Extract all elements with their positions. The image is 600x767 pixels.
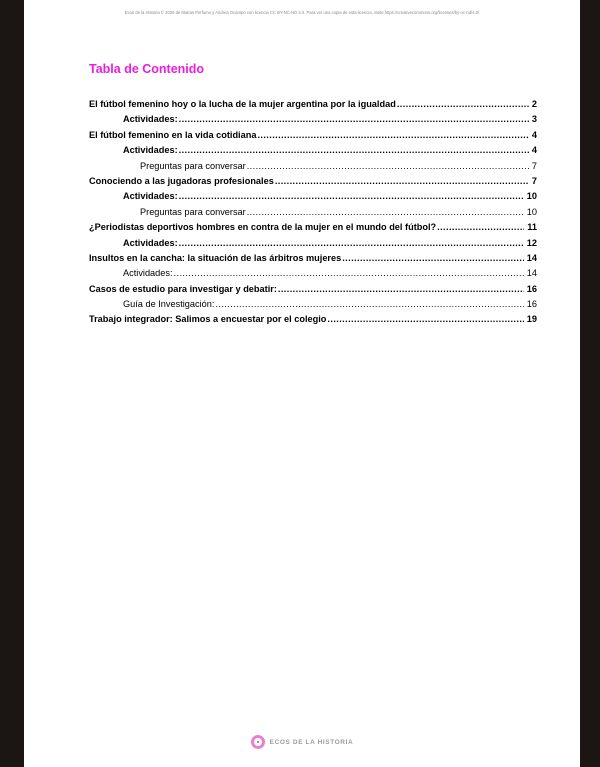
toc-entry-label: Trabajo integrador: Salimos a encuestar por el colegio bbox=[89, 314, 327, 325]
toc-entry-label: Preguntas para conversar bbox=[140, 206, 246, 217]
logo-text: ECOS DE LA HISTORIA bbox=[269, 738, 354, 746]
toc-entry[interactable] bbox=[89, 297, 537, 312]
table-of-contents bbox=[89, 97, 537, 328]
toc-entry-label: Insultos en la cancha: la situación de las árbitros mujeres bbox=[89, 252, 342, 263]
toc-leader-dots bbox=[179, 189, 524, 204]
footer-logo bbox=[24, 735, 580, 749]
toc-leader-dots bbox=[397, 97, 529, 112]
toc-entry[interactable] bbox=[89, 112, 537, 127]
toc-entry-label: Guía de Investigación: bbox=[123, 299, 215, 310]
toc-entry-page: 12 bbox=[526, 237, 537, 248]
toc-leader-dots bbox=[342, 251, 524, 266]
toc-leader-dots bbox=[247, 159, 529, 174]
toc-entry-page: 3 bbox=[531, 114, 537, 125]
toc-leader-dots bbox=[275, 174, 529, 189]
toc-entry-page: 10 bbox=[526, 206, 537, 217]
toc-entry-page: 4 bbox=[531, 129, 537, 140]
toc-entry-page: 16 bbox=[526, 283, 537, 294]
document-page bbox=[24, 0, 580, 767]
toc-leader-dots bbox=[247, 205, 524, 220]
toc-entry-page: 14 bbox=[526, 252, 537, 263]
toc-leader-dots bbox=[437, 220, 524, 235]
toc-entry-page: 7 bbox=[531, 175, 537, 186]
toc-entry[interactable] bbox=[89, 312, 537, 327]
toc-entry[interactable] bbox=[89, 189, 537, 204]
toc-entry-label: Actividades: bbox=[123, 237, 178, 248]
toc-entry[interactable] bbox=[89, 97, 537, 112]
toc-leader-dots bbox=[174, 266, 524, 281]
toc-leader-dots bbox=[215, 297, 523, 312]
toc-entry-page: 7 bbox=[531, 160, 537, 171]
toc-entry-page: 11 bbox=[527, 222, 537, 233]
toc-entry-label: Conociendo a las jugadoras profesionales bbox=[89, 175, 274, 186]
toc-leader-dots bbox=[327, 312, 523, 327]
toc-entry[interactable] bbox=[89, 143, 537, 158]
toc-entry-label: Actividades: bbox=[123, 191, 178, 202]
toc-entry[interactable] bbox=[89, 236, 537, 251]
toc-entry[interactable] bbox=[89, 251, 537, 266]
toc-entry-label: El fútbol femenino en la vida cotidiana bbox=[89, 129, 257, 140]
toc-entry-label: Actividades: bbox=[123, 268, 173, 279]
toc-entry-label: El fútbol femenino hoy o la lucha de la mujer argentina por la igualdad bbox=[89, 99, 396, 109]
toc-entry[interactable] bbox=[89, 174, 537, 189]
logo-ring-icon bbox=[251, 735, 265, 749]
toc-title: Tabla de Contenido bbox=[89, 62, 205, 76]
toc-leader-dots bbox=[179, 143, 529, 158]
toc-leader-dots bbox=[179, 236, 524, 251]
toc-leader-dots bbox=[257, 128, 528, 143]
toc-entry[interactable] bbox=[89, 128, 537, 143]
toc-entry[interactable] bbox=[89, 205, 537, 220]
toc-entry-label: ¿Periodistas deportivos hombres en contra de la mujer en el mundo del fútbol? bbox=[89, 222, 437, 233]
toc-entry-page: 4 bbox=[531, 145, 537, 156]
toc-entry[interactable] bbox=[89, 159, 537, 174]
toc-entry[interactable] bbox=[89, 282, 537, 297]
toc-entry-page: 19 bbox=[526, 314, 537, 325]
toc-entry[interactable] bbox=[89, 220, 537, 235]
toc-entry-label: Preguntas para conversar bbox=[140, 160, 246, 171]
toc-entry-label: Actividades: bbox=[123, 114, 178, 125]
toc-entry-page: 10 bbox=[526, 191, 537, 202]
toc-leader-dots bbox=[179, 112, 529, 127]
toc-entry-label: Casos de estudio para investigar y debatir: bbox=[89, 283, 277, 294]
toc-entry-page: 14 bbox=[526, 268, 537, 279]
toc-leader-dots bbox=[278, 282, 524, 297]
license-notice: Ecos de la Historia © 2026 de Matías Perfumo y Andrea Ocampo con licencia CC BY-NC-ND 4.0. Para ver una copia de esta licencia, visite https://creativecommons.org/licenses/by-nc-nd/4.0/ bbox=[124, 10, 480, 15]
toc-entry[interactable] bbox=[89, 266, 537, 281]
toc-entry-page: 2 bbox=[531, 99, 537, 109]
toc-entry-label: Actividades: bbox=[123, 145, 178, 156]
toc-entry-page: 16 bbox=[526, 299, 537, 310]
